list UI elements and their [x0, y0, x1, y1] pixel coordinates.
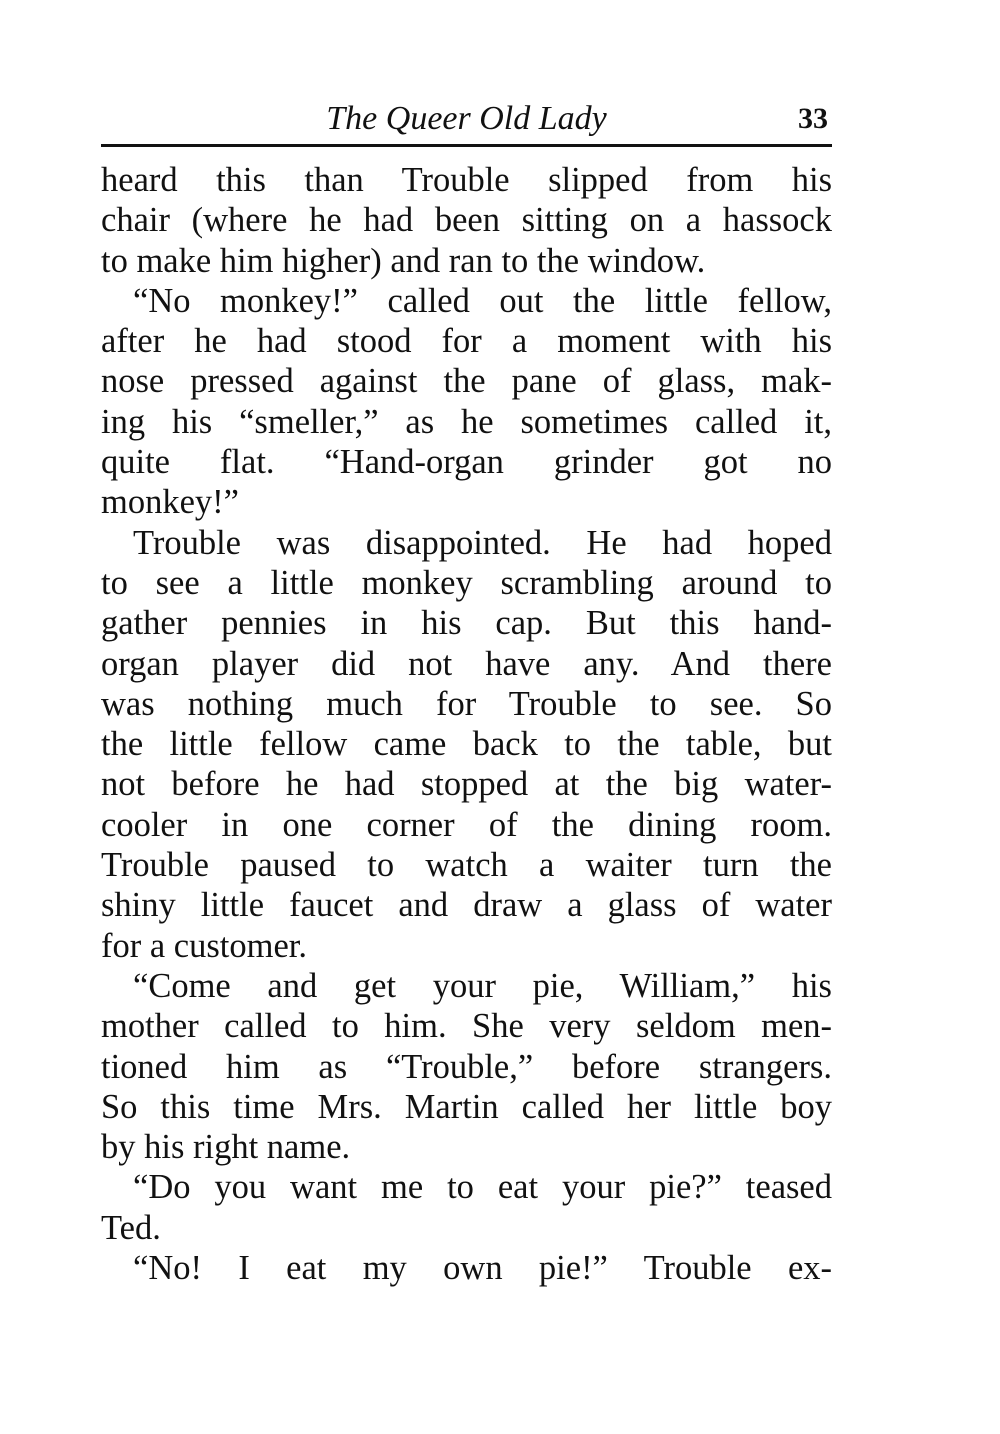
text-line: heard this than Trouble slipped from his	[101, 161, 832, 199]
running-head-title: The Queer Old Lady	[326, 100, 607, 137]
text-line: “Come and get your pie, William,” his	[133, 966, 832, 1005]
text-line: tioned him as “Trouble,” before strangers.	[101, 1047, 832, 1086]
page-number: 33	[798, 102, 828, 135]
running-head	[101, 96, 832, 147]
text-line: gather pennies in his cap. But this hand-	[101, 604, 832, 643]
text-line: “No! I eat my own pie!” Trouble ex-	[133, 1249, 832, 1288]
text-line: mother called to him. She very seldom men-	[101, 1007, 832, 1046]
text-line: Trouble was disappointed. He had hoped	[133, 523, 832, 562]
text-line: chair (where he had been sitting on a hassock	[101, 201, 832, 240]
text-line: the little fellow came back to the table, but	[101, 725, 832, 764]
text-line: Ted.	[101, 1208, 161, 1247]
text-line: So this time Mrs. Martin called her little boy	[101, 1087, 832, 1126]
text-line: cooler in one corner of the dining room.	[101, 805, 832, 844]
text-line: by his right name.	[101, 1128, 351, 1167]
text-line: not before he had stopped at the big water-	[101, 765, 832, 804]
text-line: to see a little monkey scrambling around to	[101, 563, 832, 602]
text-line: shiny little faucet and draw a glass of water	[101, 886, 832, 925]
text-line: for a customer.	[101, 926, 307, 965]
body-text	[101, 160, 832, 1288]
text-line: quite flat. “Hand-organ grinder got no	[101, 443, 832, 482]
text-line: “No monkey!” called out the little fellow,	[133, 281, 832, 320]
text-line: monkey!”	[101, 483, 239, 522]
text-line: to make him higher) and ran to the window.	[101, 241, 706, 280]
text-line: organ player did not have any. And there	[101, 644, 832, 683]
text-line: “Do you want me to eat your pie?” teased	[133, 1168, 832, 1207]
text-line: Trouble paused to watch a waiter turn the	[101, 846, 832, 885]
text-line: after he had stood for a moment with his	[101, 322, 832, 361]
text-line: was nothing much for Trouble to see. So	[101, 684, 832, 723]
text-line: nose pressed against the pane of glass, mak-	[101, 362, 832, 401]
text-line: ing his “smeller,” as he sometimes called it,	[101, 402, 832, 441]
